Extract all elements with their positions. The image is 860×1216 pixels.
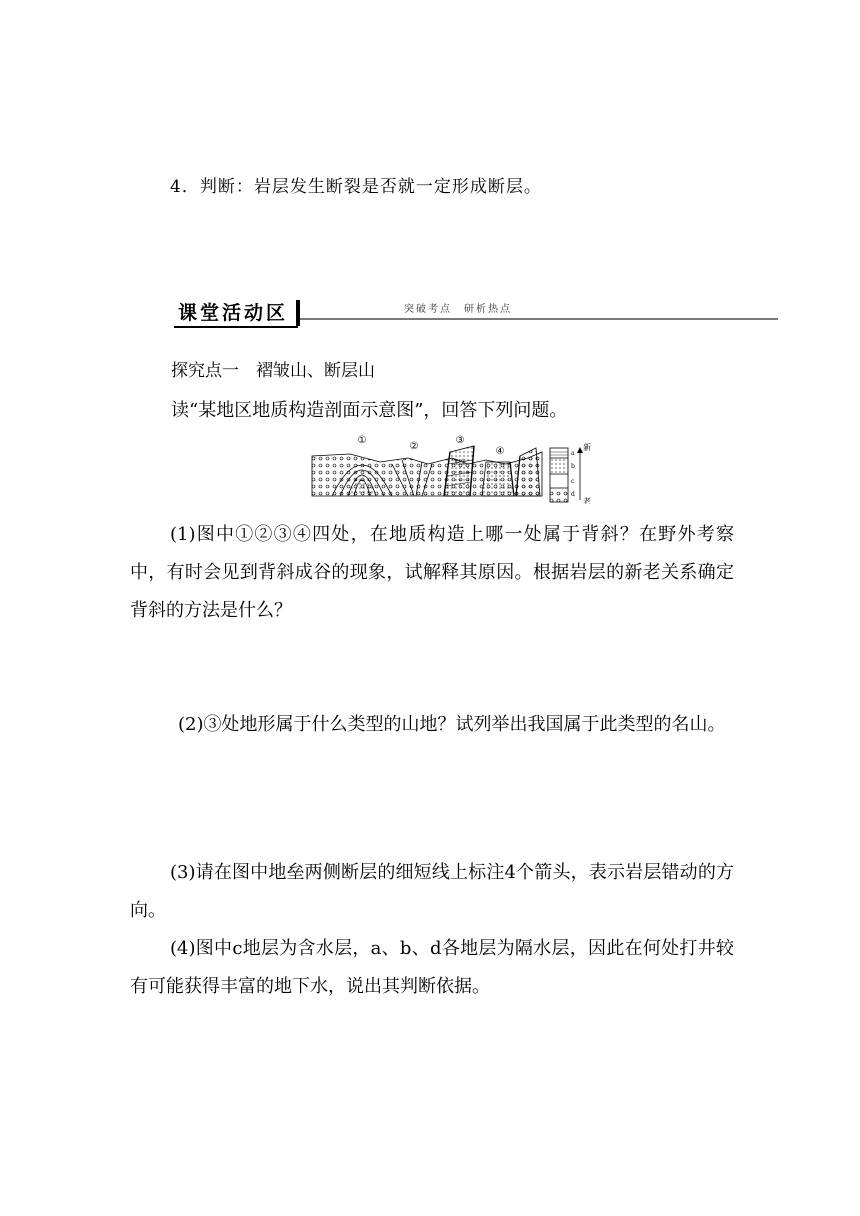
banner-underline <box>174 326 298 328</box>
banner-rule <box>300 318 778 320</box>
question-1-text: (1)图中①②③④四处，在地质构造上哪一处属于背斜？在野外考察中，有时会见到背斜成谷的现象，试解释其原因。根据岩层的新老关系确定背斜的方法是什么？ <box>130 524 734 621</box>
question-4-sub-text: (4)图中c地层为含水层，a、b、d各地层为隔水层，因此在何处打井较有可能获得丰富的地下水，说出其判断依据。 <box>130 938 734 997</box>
question-2-text: (2)③处地形属于什么类型的山地？试列举出我国属于此类型的名山。 <box>178 714 726 735</box>
question-3 <box>130 854 734 930</box>
legend-old: 老 <box>583 497 591 504</box>
banner-title: 课堂活动区 <box>178 302 289 324</box>
horst-label: 地垒 <box>453 459 467 466</box>
marker-4: ④ <box>495 446 505 457</box>
legend-new: 新 <box>583 443 591 452</box>
section-banner <box>172 298 778 332</box>
question-4-sub <box>130 930 734 1006</box>
marker-3: ③ <box>455 435 465 446</box>
marker-2: ② <box>409 441 419 452</box>
legend-c: c <box>571 478 575 485</box>
banner-subtitle: 突破考点 研析热点 <box>404 304 512 315</box>
marker-1: ① <box>357 435 367 446</box>
legend-d: d <box>571 491 575 498</box>
question-2 <box>130 706 734 744</box>
legend-a: a <box>571 450 575 457</box>
question-3-text: (3)请在图中地垒两侧断层的细短线上标注4个箭头，表示岩层错动的方向。 <box>130 862 734 921</box>
banner-bar <box>296 300 300 326</box>
legend-b: b <box>571 463 575 470</box>
question-1 <box>130 516 734 630</box>
intro-text: 读“某地区地质构造剖面示意图”，回答下列问题。 <box>171 400 568 421</box>
question-4: 4．判断：岩层发生断裂是否就一定形成断层。 <box>170 177 542 197</box>
section-title: 探究点一 褶皱山、断层山 <box>171 361 375 381</box>
geologic-section-figure <box>310 434 596 504</box>
